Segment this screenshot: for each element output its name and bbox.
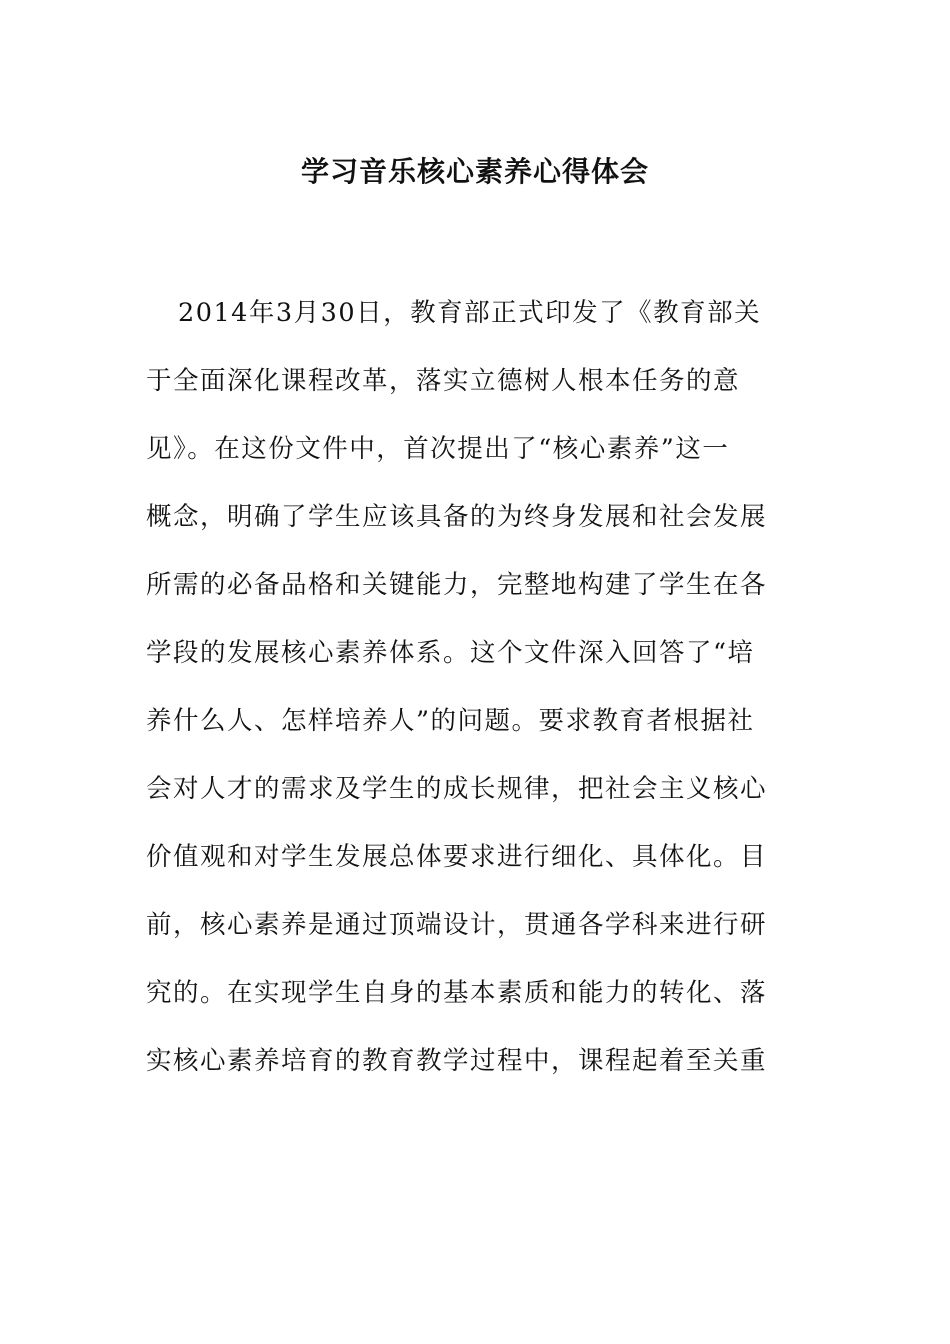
paragraph-line: 价值观和对学生发展总体要求进行细化、具体化。目 <box>146 842 768 872</box>
paragraph-line: 概念，明确了学生应该具备的为终身发展和社会发展 <box>146 502 768 532</box>
document-body <box>146 288 816 1104</box>
document-title: 学习音乐核心素养心得体会 <box>300 155 649 188</box>
paragraph-line: 见》。在这份文件中，首次提出了“核心素养”这一 <box>146 434 730 464</box>
paragraph-line: 实核心素养培育的教育教学过程中，课程起着至关重 <box>146 1046 768 1076</box>
paragraph-line: 会对人才的需求及学生的成长规律，把社会主义核心 <box>146 774 768 804</box>
paragraph-line: 养什么人、怎样培养人”的问题。要求教育者根据社 <box>146 706 755 736</box>
paragraph-line: 前，核心素养是通过顶端设计，贯通各学科来进行研 <box>146 910 768 940</box>
paragraph-line: 学段的发展核心素养体系。这个文件深入回答了“培 <box>146 638 755 668</box>
paragraph-line: 于全面深化课程改革，落实立德树人根本任务的意 <box>146 366 741 396</box>
paragraph-line: 所需的必备品格和关键能力，完整地构建了学生在各 <box>146 570 768 600</box>
paragraph-line: 究的。在实现学生自身的基本素质和能力的转化、落 <box>146 978 768 1008</box>
paragraph-line: 2014年3月30日，教育部正式印发了《教育部关 <box>178 298 762 328</box>
